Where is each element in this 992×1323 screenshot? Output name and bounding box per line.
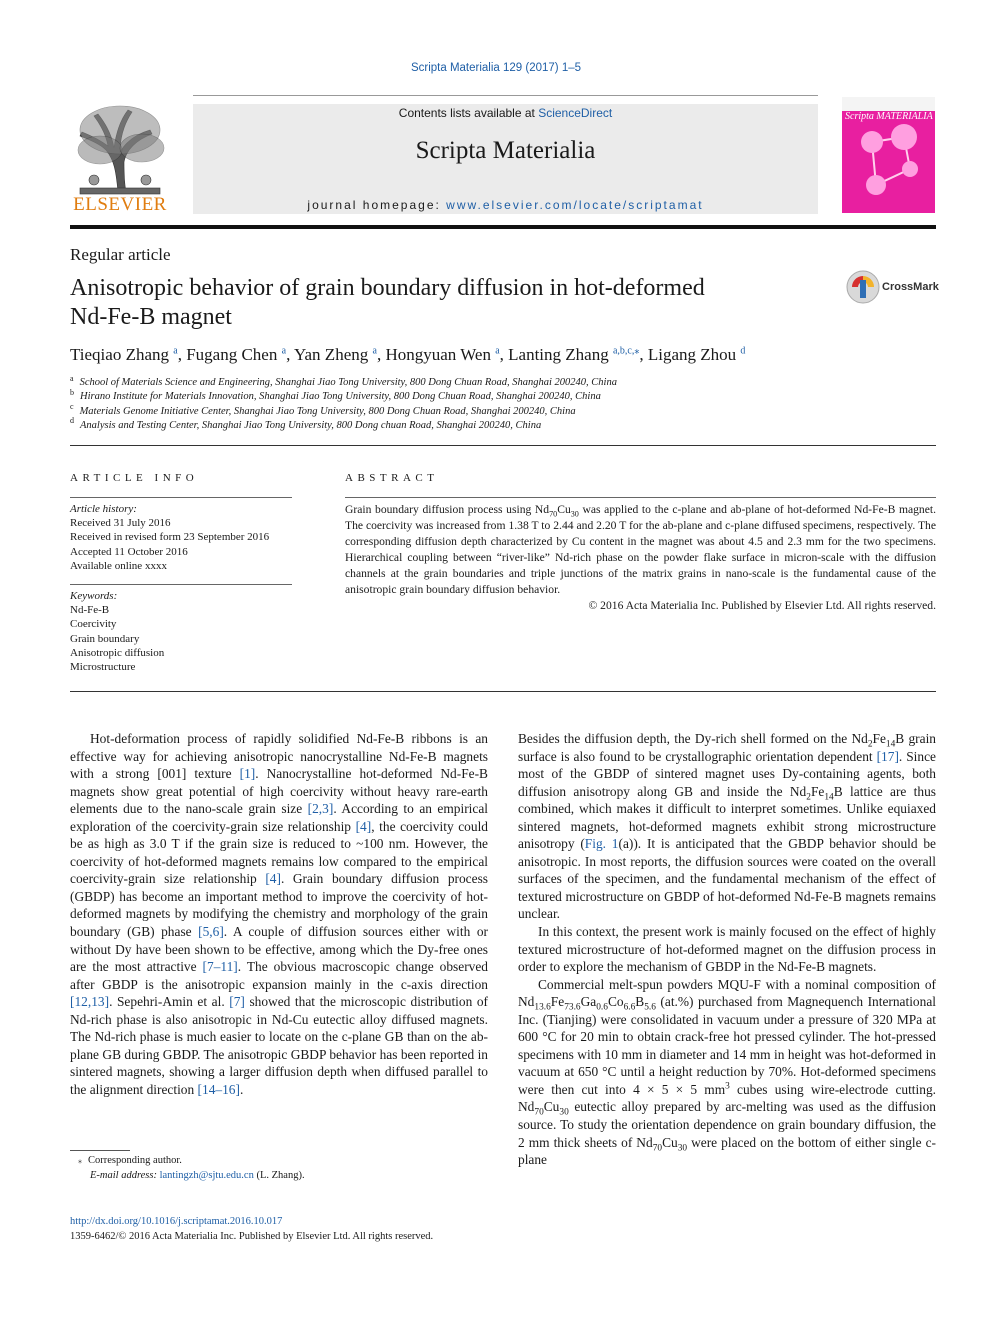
citation-link[interactable]: [1] bbox=[239, 766, 256, 782]
figure-link[interactable]: Fig. 1 bbox=[584, 836, 619, 852]
citation-link[interactable]: [7–11] bbox=[202, 959, 238, 975]
divider bbox=[345, 497, 936, 498]
page-footer bbox=[70, 1214, 670, 1244]
crossmark-badge[interactable]: CrossMark bbox=[846, 268, 946, 306]
body-column-left: Hot-deformation process of rapidly solidified Nd-Fe-B ribbons is an effective way for achieving anisotropic nanocrystalline Nd-Fe-B magnets with a strong [001] texture [1]. Nanocrystalline hot-deformed Nd-Fe-B magnets show great potential of high coercivity without heavy rare-earth elements due to the nano-scale grain size [2,3]. According to an empirical exploration of the coercivity-grain size relationship [4], the coercivity could be as high as 3.0 T if the grain size is reduced to ~100 nm. However, the coercivity of hot-deformed magnets remains low compared to the empirical coercivity-grain size relationship [4]. Grain boundary diffusion process (GBDP) has become an important method to improve the coercivity of hot-deformed magnets by modifying the chemistry and morphology of the grain boundary (GB) phase [5,6]. A couple of diffusion sources either with or without Dy have been shown to be effective, among which the Dy-free ones are the most attractive [7–11]. The obvious macroscopic change observed after GBDP is the anisotropic expansion mainly in the c-axis direction [12,13]. Sepehri-Amin et al. [7] showed that the microscopic distribution of Nd-rich phase is also anisotropic in Nd-Cu eutectic alloy diffused magnets. The Nd-rich phase is much easier to locate on the c-plane GB than on the ab-plane GB during GBDP. The anisotropic GBDP behavior has been reported in sintered magnets, showing a larger diffusion depth when diffused parallel to the alignment direction [14–16]. bbox=[70, 731, 489, 1097]
contents-line: Contents lists available at ScienceDirect bbox=[398, 106, 613, 120]
body-column-right: Besides the diffusion depth, the Dy-rich shell formed on the $Nd_2Fe_{14}B$ grain surface is also found to be crystallographic orientation dependent [17]. Since most of the GBDP of sintered magnet uses Dy-containing agents, both diffusion anisotropy along GB and inside the $Nd_2Fe_{14}B$ lattice are thus combined, which makes it difficult to interpret sometimes. Unlike equiaxed sintered magnets, hot-deformed magnets exhibit strong microstructure anisotropy (Fig. 1(a)). It is anticipated that the GBDP behavior should be anisotropic. In most reports, the diffusion sources were coated on the overall surfaces of the specimen, and the fundamental mechanism of the effect of textured microstructure on GBDP of hot-deformed Nd-Fe-B magnets remains unclear. In this context, the present work is mainly focused on the effect of highly textured microstructure of hot-deformed magnet on the diffusion process in order to explore the mechanism of GBDP in the Nd-Fe-B magnets. Commercial melt-spun powders MQU-F with a nominal composition of $Nd_{13.6}Fe_{73.6}Ga_{0.6}Co_{6.6}B_{5.6}$ (at.%) purchased from Magnequench International Inc. (Tianjing) were consolidated in vacuum under a pressure of 320 MPa at 600 °C for 20 min to obtain crack-free hot pressed cylinder. The hot-pressed specimens with 10 mm in diameter and 14 mm in height was hot-deformed in vacuum at 650 °C until a height reduction by 70%. Hot-deformed specimens were then cut into 4 × 5 × 5 $mm^3$ cubes using wire-electrode cutting. $Nd_{70}Cu_{30}$ eutectic alloy prepared by arc-melting was used as the diffusion source. To study the orientation dependence on grain boundary diffusion, the 2 mm thick sheets of $Nd_{70}Cu_{30}$ were placed on the bottom of either single c-plane bbox=[518, 731, 936, 1168]
citation-link[interactable]: [4] bbox=[355, 818, 372, 834]
author[interactable]: Ligang Zhou $^d$ bbox=[647, 345, 746, 364]
author[interactable]: Tieqiao Zhang $^a$ bbox=[70, 345, 178, 364]
footnote-rule bbox=[70, 1150, 130, 1151]
divider bbox=[70, 445, 936, 446]
author[interactable]: Fugang Chen $^a$ bbox=[186, 345, 287, 364]
author[interactable]: Lanting Zhang $^{a,b,c,⁎}$ bbox=[508, 345, 640, 364]
publisher-wordmark: ELSEVIER bbox=[73, 194, 167, 215]
divider bbox=[70, 497, 292, 498]
article-title: Anisotropic behavior of grain boundary diffusion in hot-deformed Nd-Fe-B magnet bbox=[70, 275, 705, 330]
citation-link[interactable]: [17] bbox=[876, 748, 899, 764]
journal-homepage: journal homepage: www.elsevier.com/locate/scriptamat bbox=[307, 198, 704, 212]
header-top-rule bbox=[193, 95, 818, 96]
article-history: Article history: Received 31 July 2016 Received in revised form 23 September 2016 Accepted 11 October 2016 Available online xxxx bbox=[70, 503, 270, 572]
affiliation: $^a$ School of Materials Science and Engineering, Shanghai Jiao Tong University, 800 Dong Chuan Road, Shanghai 200240, China bbox=[70, 373, 617, 388]
journal-name: Scripta Materialia bbox=[415, 137, 596, 164]
abstract-heading: ABSTRACT bbox=[345, 472, 439, 484]
journal-reference[interactable]: Scripta Materialia 129 (2017) 1–5 bbox=[410, 62, 582, 74]
citation-link[interactable]: [12,13] bbox=[70, 994, 110, 1010]
citation-link[interactable]: [2,3] bbox=[307, 801, 334, 817]
affiliation: $^b$ Hirano Institute for Materials Innovation, Shanghai Jiao Tong University, 800 Dong Chuan Road, Shanghai 200240, China bbox=[70, 387, 601, 403]
journal-cover-thumbnail bbox=[842, 97, 935, 213]
affiliation: $^d$ Analysis and Testing Center, Shanghai Jiao Tong University, 800 Dong chuan Road, Shanghai 200240, China bbox=[70, 416, 542, 431]
divider bbox=[70, 584, 292, 585]
article-info-heading: ARTICLE INFO bbox=[70, 472, 199, 484]
author-list: Tieqiao Zhang $^a$, Fugang Chen $^a$, Yan Zheng $^a$, Hongyuan Wen $^a$, Lanting Zhang $^{a,b,c,⁎}$, Ligang Zhou $^d$ bbox=[70, 345, 746, 364]
crossmark-icon bbox=[846, 270, 880, 304]
citation-link[interactable]: [14–16] bbox=[197, 1081, 240, 1097]
abstract-text: Grain boundary diffusion process using $Nd_{70}Cu_{30}$ was applied to the c-plane and ab-plane of hot-deformed Nd-Fe-B magnet. The coercivity was increased from 1.38 T to 2.44 and 2.20 T for the ab-plane and c-plane diffused specimens, respectively. The corresponding diffusion depth characterized by Cu content in the magnet was about 4.5 and 2.3 mm for the two specimens. Hierarchical coupling between “river-like” Nd-rich phase on the powder flake surface in micron-scale with the diffusion channels at the grain boundaries and triple junctions of the matrix grains in nano-scale is the fundamental cause of the anisotropic grain boundary diffusion behavior. © 2016 Acta Materialia Inc. Published by Elsevier Ltd. All rights reserved. bbox=[345, 503, 936, 612]
citation-link[interactable]: [4] bbox=[265, 871, 281, 887]
affiliations bbox=[70, 373, 936, 433]
author[interactable]: Hongyuan Wen $^a$ bbox=[385, 345, 500, 364]
sciencedirect-link[interactable]: ScienceDirect bbox=[538, 106, 613, 120]
homepage-link[interactable]: www.elsevier.com/locate/scriptamat bbox=[446, 198, 704, 212]
keywords: Keywords: Nd-Fe-B Coercivity Grain boundary Anisotropic diffusion Microstructure bbox=[70, 590, 165, 674]
elsevier-logo bbox=[70, 100, 170, 213]
divider bbox=[70, 691, 936, 692]
header-thick-rule bbox=[70, 225, 936, 229]
footnote: ⁎ Corresponding author. E-mail address: lantingzh@sjtu.edu.cn (L. Zhang). bbox=[78, 1155, 305, 1181]
citation-link[interactable]: [7] bbox=[229, 994, 245, 1010]
doi-link[interactable]: http://dx.doi.org/10.1016/j.scriptamat.2016.10.017 bbox=[70, 1216, 283, 1227]
email-link[interactable]: lantingzh@sjtu.edu.cn bbox=[159, 1170, 254, 1181]
affiliation: $^c$ Materials Genome Initiative Center, Shanghai Jiao Tong University, 800 Dong Chuan Road, Shanghai 200240, China bbox=[70, 402, 576, 417]
citation-link[interactable]: [5,6] bbox=[198, 924, 224, 940]
author[interactable]: Yan Zheng $^a$ bbox=[293, 345, 377, 364]
issn-line: 1359-6462/© 2016 Acta Materialia Inc. Published by Elsevier Ltd. All rights reserved. bbox=[70, 1231, 434, 1242]
article-type: Regular article bbox=[70, 245, 171, 264]
cover-title: Scripta MATERIALIA bbox=[845, 111, 933, 122]
